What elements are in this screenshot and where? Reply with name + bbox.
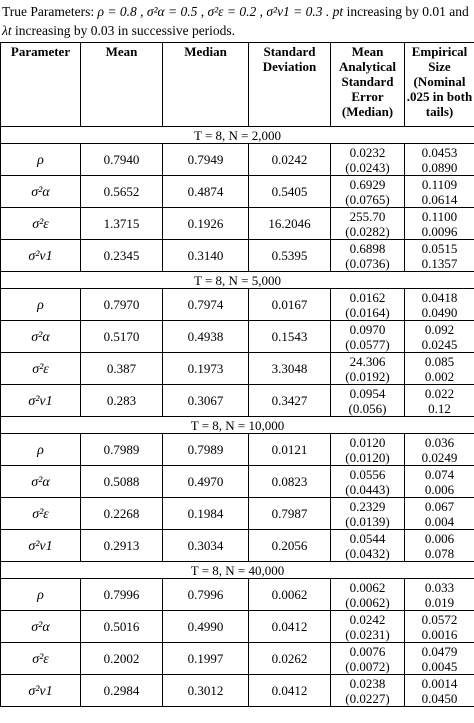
median-cell [163, 466, 249, 498]
sd-value: 0.0412 [271, 683, 308, 698]
se-cell [331, 530, 405, 562]
param-symbol: σ²ε [32, 651, 49, 667]
param-cell [1, 208, 81, 240]
median-value: 0.3012 [187, 683, 224, 698]
size-lower-value: 0.12 [428, 400, 451, 416]
mean-cell [81, 208, 163, 240]
se-value: 0.6929 [349, 176, 386, 192]
mean-cell [81, 675, 163, 707]
size-lower-value: 0.0096 [421, 223, 458, 239]
param-cell [1, 611, 81, 643]
size-cell [405, 530, 474, 562]
table-row [1, 643, 474, 675]
size-cell [405, 208, 474, 240]
se-value: 0.0544 [349, 530, 386, 546]
se-median-value: (0.0231) [345, 626, 390, 642]
se-median-value: (0.0072) [345, 658, 390, 674]
header-parameter: Parameter [1, 43, 81, 127]
note-lambda-symbol: λt [2, 23, 12, 38]
se-cell [331, 289, 405, 321]
median-value: 0.3140 [187, 248, 224, 263]
sd-value: 0.0262 [271, 651, 308, 666]
table-row [1, 321, 474, 353]
table-row [1, 530, 474, 562]
mean-cell [81, 240, 163, 272]
se-value: 0.2329 [349, 498, 386, 514]
section-row [1, 272, 474, 289]
mean-cell [81, 579, 163, 611]
se-median-value: (0.0736) [345, 255, 390, 271]
size-cell [405, 289, 474, 321]
se-value: 0.0238 [349, 675, 386, 691]
param-symbol: σ²ε [32, 361, 49, 377]
header-sd: Standard Deviation [249, 43, 331, 127]
median-cell [163, 579, 249, 611]
sd-value: 0.0062 [271, 587, 308, 602]
se-cell [331, 353, 405, 385]
param-cell [1, 643, 81, 675]
size-cell [405, 176, 474, 208]
sd-cell [249, 289, 331, 321]
median-value: 0.4874 [187, 184, 224, 199]
sd-cell [249, 144, 331, 176]
size-upper-value: 0.0418 [421, 289, 458, 305]
se-value: 255.70 [349, 208, 386, 224]
section-title: T = 8, N = 2,000 [1, 127, 474, 144]
size-lower-value: 0.0490 [421, 304, 458, 320]
size-lower-value: 0.078 [424, 545, 455, 561]
se-cell [331, 240, 405, 272]
median-cell [163, 208, 249, 240]
size-lower-value: 0.004 [424, 513, 455, 529]
mean-cell [81, 434, 163, 466]
sd-value: 0.3427 [271, 393, 308, 408]
header-se: Mean Analytical Standard Error (Median) [331, 43, 405, 127]
se-value: 0.0120 [349, 434, 386, 450]
median-cell [163, 643, 249, 675]
param-symbol: σ²v1 [28, 248, 53, 264]
size-upper-value: 0.067 [424, 498, 455, 514]
mean-value: 0.387 [106, 361, 137, 376]
mean-value: 0.2002 [103, 651, 140, 666]
param-cell [1, 466, 81, 498]
size-upper-value: 0.0572 [421, 611, 458, 627]
sd-cell [249, 240, 331, 272]
se-cell [331, 321, 405, 353]
param-symbol: σ²v1 [28, 683, 53, 699]
se-median-value: (0.0577) [345, 336, 390, 352]
se-cell [331, 434, 405, 466]
param-symbol: σ²v1 [28, 393, 53, 409]
table-row [1, 289, 474, 321]
mean-cell [81, 611, 163, 643]
table-row [1, 611, 474, 643]
size-cell [405, 321, 474, 353]
se-median-value: (0.0227) [345, 690, 390, 706]
se-value: 0.0162 [349, 289, 386, 305]
se-value: 0.0232 [349, 144, 386, 160]
sd-value: 0.1543 [271, 329, 308, 344]
median-value: 0.1926 [187, 216, 224, 231]
median-cell [163, 498, 249, 530]
median-value: 0.1997 [187, 651, 224, 666]
se-cell [331, 208, 405, 240]
size-lower-value: 0.1357 [421, 255, 458, 271]
section-title: T = 8, N = 5,000 [1, 272, 474, 289]
se-median-value: (0.0139) [345, 513, 390, 529]
se-value: 0.0954 [349, 385, 386, 401]
size-lower-value: 0.0245 [421, 336, 458, 352]
size-cell [405, 240, 474, 272]
median-cell [163, 675, 249, 707]
param-cell [1, 321, 81, 353]
param-symbol: ρ [37, 152, 44, 168]
table-row [1, 675, 474, 707]
sd-cell [249, 466, 331, 498]
median-value: 0.4970 [187, 474, 224, 489]
se-cell [331, 498, 405, 530]
sd-cell [249, 675, 331, 707]
mean-value: 0.2268 [103, 506, 140, 521]
median-cell [163, 611, 249, 643]
param-symbol: σ²v1 [28, 538, 53, 554]
param-symbol: σ²α [31, 619, 50, 635]
mean-value: 0.5170 [103, 329, 140, 344]
header-size: Empirical Size (Nominal .025 in both tails) [405, 43, 474, 127]
median-cell [163, 385, 249, 417]
median-cell [163, 240, 249, 272]
note-params: ρ = 0.8 , σ²α = 0.5 , σ²ε = 0.2 , σ²v1 = 0.3 . [97, 4, 330, 19]
sd-cell [249, 208, 331, 240]
median-cell [163, 530, 249, 562]
param-cell [1, 498, 81, 530]
param-symbol: ρ [37, 442, 44, 458]
size-upper-value: 0.1109 [421, 176, 458, 192]
size-lower-value: 0.019 [424, 594, 455, 610]
param-symbol: ρ [37, 587, 44, 603]
mean-cell [81, 530, 163, 562]
note-line1-suffix: increasing by 0.01 and [346, 4, 469, 19]
se-value: 0.6898 [349, 240, 386, 256]
sd-cell [249, 611, 331, 643]
se-value: 0.0062 [349, 579, 386, 595]
mean-cell [81, 498, 163, 530]
sd-value: 0.0412 [271, 619, 308, 634]
param-cell [1, 289, 81, 321]
sd-cell [249, 530, 331, 562]
mean-cell [81, 289, 163, 321]
param-cell [1, 530, 81, 562]
sd-value: 0.2056 [271, 538, 308, 553]
median-cell [163, 144, 249, 176]
param-cell [1, 353, 81, 385]
mean-cell [81, 144, 163, 176]
sd-cell [249, 353, 331, 385]
median-value: 0.7949 [187, 152, 224, 167]
size-lower-value: 0.0450 [421, 690, 458, 706]
param-symbol: σ²ε [32, 506, 49, 522]
size-cell [405, 353, 474, 385]
section-title: T = 8, N = 40,000 [1, 562, 474, 579]
table-row [1, 144, 474, 176]
size-cell [405, 498, 474, 530]
se-value: 0.0970 [349, 321, 386, 337]
param-cell [1, 385, 81, 417]
median-cell [163, 434, 249, 466]
section-row [1, 417, 474, 434]
param-symbol: σ²α [31, 474, 50, 490]
note-prefix: True Parameters: [2, 4, 95, 19]
size-upper-value: 0.085 [424, 353, 455, 369]
mean-value: 0.5088 [103, 474, 140, 489]
size-upper-value: 0.0453 [421, 144, 458, 160]
median-cell [163, 289, 249, 321]
se-cell [331, 385, 405, 417]
param-cell [1, 675, 81, 707]
se-median-value: (0.0765) [345, 191, 390, 207]
mean-value: 1.3715 [103, 216, 140, 231]
median-value: 0.3067 [187, 393, 224, 408]
median-value: 0.7989 [187, 442, 224, 457]
size-upper-value: 0.0515 [421, 240, 458, 256]
table-row [1, 466, 474, 498]
mean-value: 0.2913 [103, 538, 140, 553]
note-p-symbol: pt [332, 4, 344, 19]
se-median-value: (0.056) [348, 400, 387, 416]
sd-value: 0.0823 [271, 474, 308, 489]
table-row [1, 176, 474, 208]
sd-cell [249, 498, 331, 530]
param-cell [1, 176, 81, 208]
header-row [1, 43, 474, 127]
sd-cell [249, 385, 331, 417]
se-cell [331, 675, 405, 707]
mean-value: 0.5652 [103, 184, 140, 199]
se-cell [331, 643, 405, 675]
param-cell [1, 434, 81, 466]
se-cell [331, 466, 405, 498]
size-lower-value: 0.0045 [421, 658, 458, 674]
size-upper-value: 0.0014 [421, 675, 458, 691]
size-upper-value: 0.033 [424, 579, 455, 595]
se-value: 0.0556 [349, 466, 386, 482]
mean-value: 0.2984 [103, 683, 140, 698]
param-cell [1, 240, 81, 272]
table-note [0, 0, 474, 42]
se-value: 0.0242 [349, 611, 386, 627]
size-cell [405, 643, 474, 675]
mean-value: 0.5016 [103, 619, 140, 634]
se-median-value: (0.0164) [345, 304, 390, 320]
size-cell [405, 466, 474, 498]
se-cell [331, 611, 405, 643]
section-title: T = 8, N = 10,000 [1, 417, 474, 434]
table-row [1, 353, 474, 385]
mean-cell [81, 321, 163, 353]
size-upper-value: 0.0479 [421, 643, 458, 659]
mean-cell [81, 176, 163, 208]
table-row [1, 240, 474, 272]
median-value: 0.1984 [187, 506, 224, 521]
se-value: 0.0076 [349, 643, 386, 659]
se-cell [331, 144, 405, 176]
size-upper-value: 0.1100 [421, 208, 458, 224]
mean-cell [81, 353, 163, 385]
table-row [1, 385, 474, 417]
param-symbol: σ²ε [32, 216, 49, 232]
sd-value: 0.5395 [271, 248, 308, 263]
median-value: 0.1973 [187, 361, 224, 376]
table-row [1, 434, 474, 466]
se-value: 24.306 [349, 353, 386, 369]
median-value: 0.7996 [187, 587, 224, 602]
sd-cell [249, 579, 331, 611]
note-line2-suffix: increasing by 0.03 in successive periods. [14, 23, 236, 38]
param-symbol: σ²α [31, 329, 50, 345]
param-cell [1, 144, 81, 176]
mean-value: 0.283 [106, 393, 137, 408]
size-cell [405, 144, 474, 176]
param-symbol: σ²α [31, 184, 50, 200]
se-median-value: (0.0062) [345, 594, 390, 610]
median-cell [163, 176, 249, 208]
size-cell [405, 675, 474, 707]
mean-value: 0.7970 [103, 297, 140, 312]
se-median-value: (0.0243) [345, 159, 390, 175]
table-row [1, 498, 474, 530]
se-median-value: (0.0432) [345, 545, 390, 561]
size-cell [405, 385, 474, 417]
se-median-value: (0.0120) [345, 449, 390, 465]
mean-cell [81, 385, 163, 417]
sd-cell [249, 434, 331, 466]
mean-value: 0.7989 [103, 442, 140, 457]
sd-cell [249, 643, 331, 675]
size-cell [405, 434, 474, 466]
size-lower-value: 0.0890 [421, 159, 458, 175]
results-table [0, 42, 474, 707]
se-median-value: (0.0192) [345, 368, 390, 384]
median-cell [163, 353, 249, 385]
size-cell [405, 611, 474, 643]
size-upper-value: 0.006 [424, 530, 455, 546]
sd-value: 0.5405 [271, 184, 308, 199]
se-median-value: (0.0282) [345, 223, 390, 239]
sd-value: 0.0121 [271, 442, 308, 457]
median-value: 0.4990 [187, 619, 224, 634]
mean-value: 0.7940 [103, 152, 140, 167]
size-lower-value: 0.006 [424, 481, 455, 497]
se-cell [331, 579, 405, 611]
se-median-value: (0.0443) [345, 481, 390, 497]
mean-value: 0.7996 [103, 587, 140, 602]
median-cell [163, 321, 249, 353]
param-cell [1, 579, 81, 611]
size-upper-value: 0.074 [424, 466, 455, 482]
sd-value: 3.3048 [271, 361, 308, 376]
size-lower-value: 0.0614 [421, 191, 458, 207]
mean-value: 0.2345 [103, 248, 140, 263]
sd-value: 0.0167 [271, 297, 308, 312]
header-mean: Mean [81, 43, 163, 127]
table-row [1, 579, 474, 611]
sd-value: 16.2046 [268, 216, 311, 231]
header-median: Median [163, 43, 249, 127]
size-lower-value: 0.0016 [421, 626, 458, 642]
size-upper-value: 0.022 [424, 385, 455, 401]
median-value: 0.7974 [187, 297, 224, 312]
mean-cell [81, 466, 163, 498]
section-row [1, 127, 474, 144]
section-row [1, 562, 474, 579]
sd-value: 0.7987 [271, 506, 308, 521]
size-upper-value: 0.036 [424, 434, 455, 450]
size-lower-value: 0.0249 [421, 449, 458, 465]
sd-cell [249, 321, 331, 353]
size-lower-value: 0.002 [424, 368, 455, 384]
table-row [1, 208, 474, 240]
size-cell [405, 579, 474, 611]
size-upper-value: 0.092 [424, 321, 455, 337]
mean-cell [81, 643, 163, 675]
se-cell [331, 176, 405, 208]
sd-cell [249, 176, 331, 208]
param-symbol: ρ [37, 297, 44, 313]
sd-value: 0.0242 [271, 152, 308, 167]
median-value: 0.3034 [187, 538, 224, 553]
median-value: 0.4938 [187, 329, 224, 344]
